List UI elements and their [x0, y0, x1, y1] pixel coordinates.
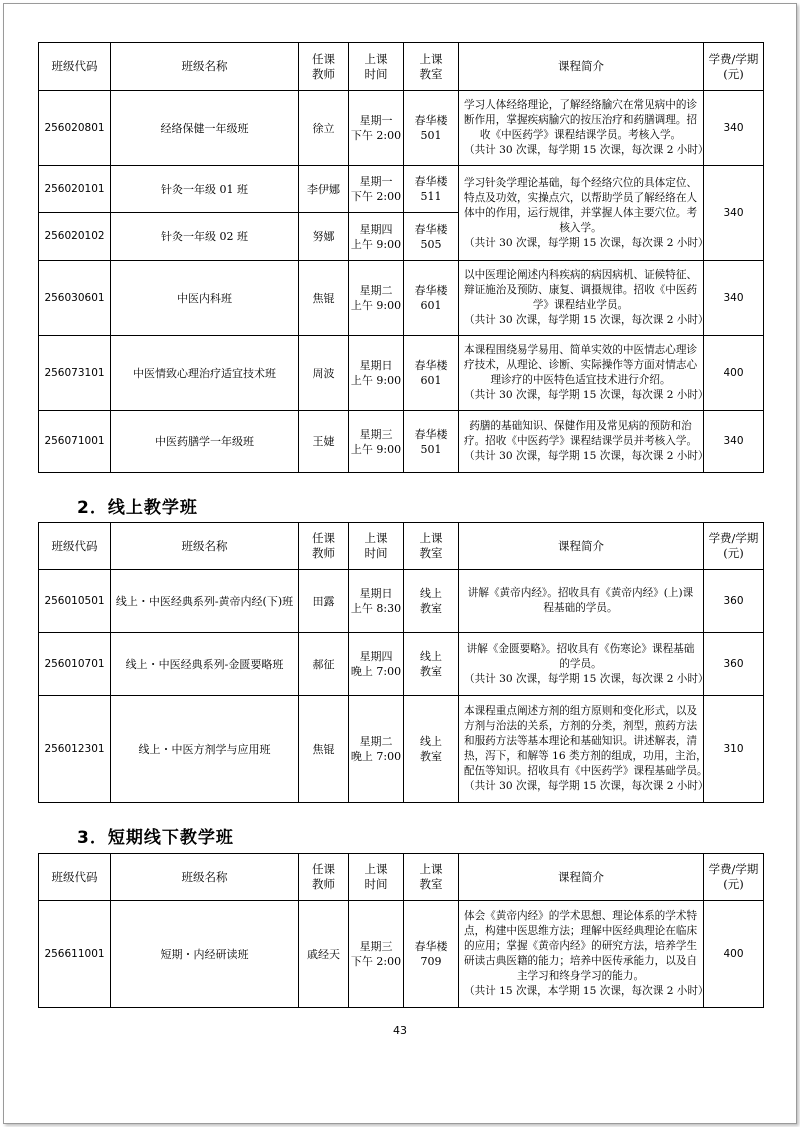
class-name: 中医内科班 [111, 261, 299, 336]
header-code: 班级代码 [39, 854, 111, 901]
class-code: 256010501 [39, 570, 111, 633]
table-row [39, 696, 764, 803]
header-desc: 课程简介 [459, 523, 704, 570]
table-row [39, 570, 764, 633]
header-room: 上课 教室 [404, 854, 459, 901]
course-description: 本课程围绕易学易用、简单实效的中医情志心理诊 疗技术，从理论、诊断、实际操作等方面对情志心 理诊疗的中医特色适宜技术进行介绍。 （共计 30 次课，每学期 15 次课，每次课 2 小时） [459, 336, 704, 411]
class-time: 星期日 上午 8:30 [349, 570, 404, 633]
course-description: 学习人体经络理论，了解经络腧穴在常见病中的诊 断作用，掌握疾病腧穴的按压治疗和药膳调理。招 收《中医药学》课程结课学员。考核入学。 （共计 30 次课，每学期 15 次课，每次课 2 小时） [459, 91, 704, 166]
tuition-fee: 400 [704, 901, 764, 1008]
section-heading-short-term: 3．短期线下教学班 [77, 828, 234, 848]
class-name: 短期・内经研读班 [111, 901, 299, 1008]
course-description: 以中医理论阐述内科疾病的病因病机、证候特征、 辩证施治及预防、康复、调摄规律。招收《中医药 学》课程结业学员。 （共计 30 次课，每学期 15 次课，每次课 2 小时） [459, 261, 704, 336]
table-header-row [39, 43, 764, 91]
header-time: 上课 时间 [349, 523, 404, 570]
class-code: 256020102 [39, 213, 111, 261]
tuition-fee: 400 [704, 336, 764, 411]
classroom: 春华楼 511 [404, 166, 459, 213]
classroom: 线上 教室 [404, 633, 459, 696]
classroom: 春华楼 601 [404, 261, 459, 336]
classroom: 春华楼 709 [404, 901, 459, 1008]
class-name: 线上・中医方剂学与应用班 [111, 696, 299, 803]
course-table-offline [38, 42, 764, 473]
header-name: 班级名称 [111, 854, 299, 901]
course-description: 本课程重点阐述方剂的组方原则和变化形式，以及 方剂与治法的关系，方剂的分类，剂型，煎药方法 和服药方法等基本理论和基础知识。讲述解表，清 热，泻下，和解等 16 类方剂的组成，功用，主治， 配伍等知识。招收具有《中医药学》课程基础学员。 （共计 30 次课，每学期 15 次课，每次课 2 小时） [459, 696, 704, 803]
tuition-fee: 340 [704, 261, 764, 336]
class-time: 星期一 下午 2:00 [349, 166, 404, 213]
table-row [39, 411, 764, 473]
table-row [39, 336, 764, 411]
classroom: 春华楼 601 [404, 336, 459, 411]
class-code: 256071001 [39, 411, 111, 473]
header-name: 班级名称 [111, 43, 299, 91]
class-code: 256073101 [39, 336, 111, 411]
class-name: 线上・中医经典系列-金匮要略班 [111, 633, 299, 696]
class-name: 中医药膳学一年级班 [111, 411, 299, 473]
header-teacher: 任课 教师 [299, 43, 349, 91]
class-code: 256020101 [39, 166, 111, 213]
class-code: 256020801 [39, 91, 111, 166]
tuition-fee: 340 [704, 166, 764, 261]
class-time: 星期一 下午 2:00 [349, 91, 404, 166]
header-desc: 课程简介 [459, 854, 704, 901]
course-table-online [38, 522, 764, 803]
header-code: 班级代码 [39, 523, 111, 570]
tuition-fee: 360 [704, 570, 764, 633]
class-time: 星期四 上午 9:00 [349, 213, 404, 261]
header-fee: 学费/学期 (元) [704, 523, 764, 570]
teacher-name: 田露 [299, 570, 349, 633]
classroom: 线上 教室 [404, 570, 459, 633]
header-fee: 学费/学期 (元) [704, 854, 764, 901]
teacher-name: 徐立 [299, 91, 349, 166]
teacher-name: 周波 [299, 336, 349, 411]
course-description: 药膳的基础知识、保健作用及常见病的预防和治 疗。招收《中医药学》课程结课学员并考核入学。 （共计 30 次课，每学期 15 次课，每次课 2 小时） [459, 411, 704, 473]
class-code: 256611001 [39, 901, 111, 1008]
class-code: 256010701 [39, 633, 111, 696]
teacher-name: 努娜 [299, 213, 349, 261]
class-time: 星期日 上午 9:00 [349, 336, 404, 411]
table-row [39, 901, 764, 1008]
class-time: 星期二 晚上 7:00 [349, 696, 404, 803]
course-description: 讲解《金匮要略》。招收具有《伤寒论》课程基础 的学员。 （共计 30 次课，每学期 15 次课，每次课 2 小时） [459, 633, 704, 696]
header-teacher: 任课 教师 [299, 854, 349, 901]
teacher-name: 焦锟 [299, 261, 349, 336]
header-time: 上课 时间 [349, 43, 404, 91]
tuition-fee: 340 [704, 91, 764, 166]
class-name: 中医情致心理治疗适宜技术班 [111, 336, 299, 411]
course-description: 讲解《黄帝内经》。招收具有《黄帝内经》(上)课 程基础的学员。 [459, 570, 704, 633]
table-row [39, 261, 764, 336]
header-code: 班级代码 [39, 43, 111, 91]
header-room: 上课 教室 [404, 43, 459, 91]
tuition-fee: 340 [704, 411, 764, 473]
header-name: 班级名称 [111, 523, 299, 570]
header-fee: 学费/学期 (元) [704, 43, 764, 91]
class-name: 针灸一年级 01 班 [111, 166, 299, 213]
class-code: 256012301 [39, 696, 111, 803]
course-table-short-term [38, 853, 764, 1008]
header-teacher: 任课 教师 [299, 523, 349, 570]
class-name: 针灸一年级 02 班 [111, 213, 299, 261]
table-row [39, 166, 764, 213]
section-heading-online: 2．线上教学班 [77, 498, 198, 518]
course-description: 体会《黄帝内经》的学术思想、理论体系的学术特 点，构建中医思维方法；理解中医经典理论在临床 的应用；掌握《黄帝内经》的研究方法，培养学生 研读古典医籍的能力；培养中医传承能力，以及自 主学习和终身学习的能力。 （共计 15 次课，本学期 15 次课，每次课 2 小时） [459, 901, 704, 1008]
teacher-name: 焦锟 [299, 696, 349, 803]
header-time: 上课 时间 [349, 854, 404, 901]
teacher-name: 李伊娜 [299, 166, 349, 213]
tuition-fee: 310 [704, 696, 764, 803]
class-name: 经络保健一年级班 [111, 91, 299, 166]
class-time: 星期四 晚上 7:00 [349, 633, 404, 696]
tuition-fee: 360 [704, 633, 764, 696]
header-desc: 课程简介 [459, 43, 704, 91]
classroom: 春华楼 501 [404, 91, 459, 166]
table-header-row [39, 523, 764, 570]
header-room: 上课 教室 [404, 523, 459, 570]
classroom: 线上 教室 [404, 696, 459, 803]
class-time: 星期二 上午 9:00 [349, 261, 404, 336]
page-number: 43 [393, 1024, 407, 1037]
class-code: 256030601 [39, 261, 111, 336]
class-time: 星期三 上午 9:00 [349, 411, 404, 473]
teacher-name: 郝征 [299, 633, 349, 696]
class-name: 线上・中医经典系列-黄帝内经(下)班 [111, 570, 299, 633]
table-row [39, 91, 764, 166]
table-header-row [39, 854, 764, 901]
course-description: 学习针灸学理论基础，每个经络穴位的具体定位、 特点及功效，实操点穴，以帮助学员了解经络在人 体中的作用，运行规律，并掌握人体主要穴位。考 核入学。 （共计 30 次课，每学期 15 次课，每次课 2 小时） [459, 166, 704, 261]
classroom: 春华楼 501 [404, 411, 459, 473]
teacher-name: 戚经天 [299, 901, 349, 1008]
class-time: 星期三 下午 2:00 [349, 901, 404, 1008]
teacher-name: 王婕 [299, 411, 349, 473]
table-row [39, 633, 764, 696]
classroom: 春华楼 505 [404, 213, 459, 261]
